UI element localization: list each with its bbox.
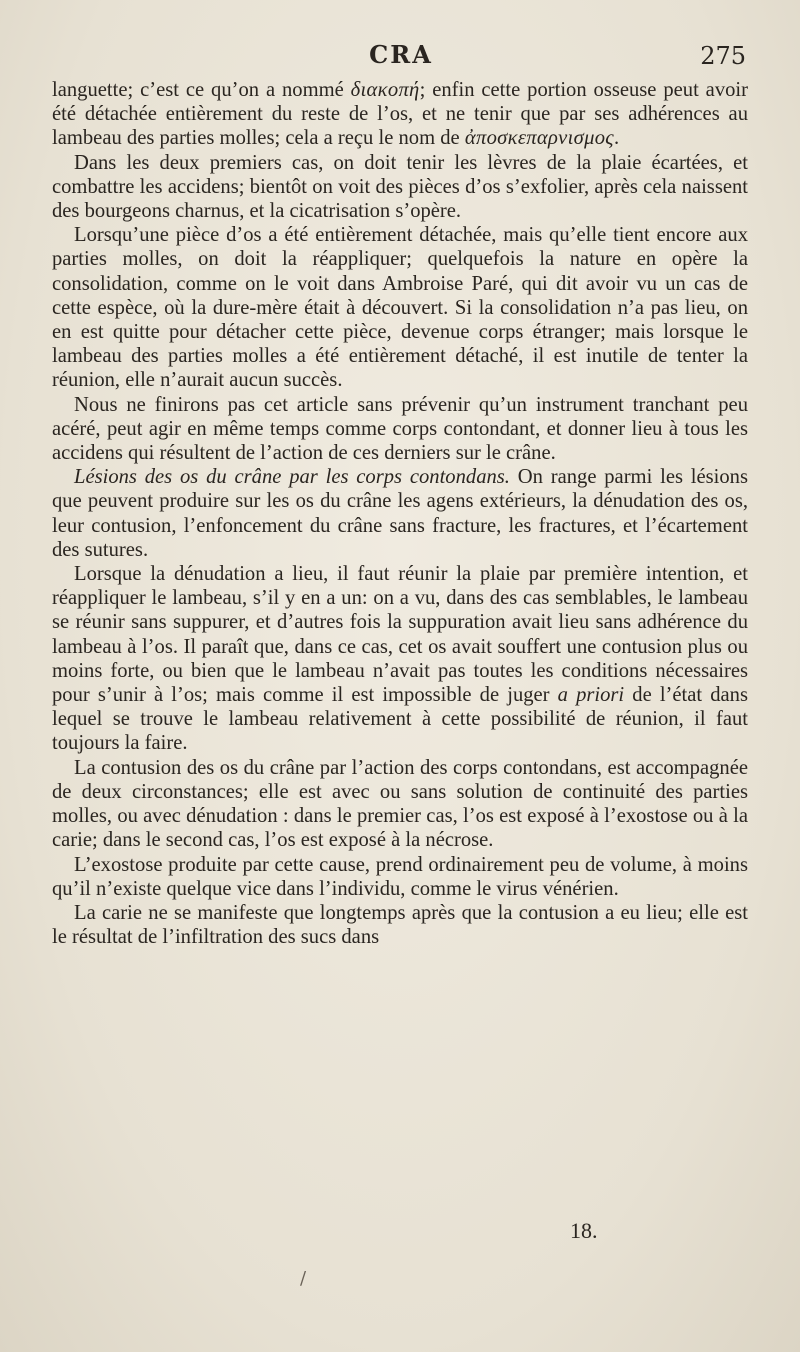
paragraph-9: La carie ne se manifeste que longtemps après que la contusion a eu lieu; elle est le résultat de l’infiltration des sucs dans [52, 901, 748, 949]
paragraph-3: Lorsqu’une pièce d’os a été entièrement détachée, mais qu’elle tient encore aux parties molles, on doit la réappliquer; quelquefois la nature en opère la consolidation, comme on le voit dans Ambroise Paré, qui dit avoir vu un cas de cette espèce, où la dure-mère était à découvert. Si la consolidation n’a pas lieu, on en est quitte pour détacher cette pièce, devenue corps étranger; mais lorsque le lambeau des parties molles a été entièrement détaché, il est inutile de tenter la réunion, elle n’aurait aucun succès. [52, 224, 748, 392]
paragraph-6-text-b: de l’état dans lequel se trouve le lambeau relativement à cette possibilité de réunion, il faut toujours la faire. [52, 684, 748, 755]
paragraph-6 [52, 562, 748, 756]
paragraph-1-text-a: languette; c’est ce qu’on a nommé [52, 79, 351, 101]
paragraph-1-text-c: . [613, 127, 620, 150]
stray-mark: / [300, 1268, 307, 1289]
greek-term-aposkeparnismos: ἀποσκεπαρνισμος [464, 127, 614, 150]
page-header [56, 40, 746, 74]
paragraph-1-text-b: ; enfin cette portion osseuse peut avoir été détachée entièrement du reste de l’os, et ne tenir que par ses adhérences au lambeau des parties molles; cela a reçu le nom de [52, 79, 748, 150]
page-number: 275 [700, 42, 746, 70]
paragraph-6-text-a: Lorsque la dénudation a lieu, il faut réunir la plaie par première intention, et réappliquer le lambeau, s’il y en a un: on a vu, dans des cas semblables, le lambeau se réunir sans suppurer, et d’autres fois la suppuration avait lieu sans adhérence du lambeau à l’os. Il paraît que, dans ce cas, cet os avait souffert une contusion plus ou moins forte, ou bien que le lambeau n’avait pas toutes les conditions nécessaires pour s’unir à l’os; mais comme il est impossible de juger [52, 563, 748, 707]
latin-phrase: a priori [557, 684, 625, 707]
section-heading: Lésions des os du crâne par les corps contondans. [74, 466, 510, 489]
running-head: CRA [369, 40, 433, 69]
paragraph-5-text: On range parmi les lésions que peuvent produire sur les os du crâne les agens extérieurs, la dénudation des os, leur contusion, l’enfoncement du crâne sans fracture, les fractures, et l’écartement des sutures. [52, 466, 748, 561]
paragraph-4: Nous ne finirons pas cet article sans prévenir qu’un instrument tranchant peu acéré, peut agir en même temps comme corps contondant, et donner lieu à tous les accidens qui résultent de l’action de ces derniers sur le crâne. [52, 393, 748, 465]
paragraph-2: Dans les deux premiers cas, on doit tenir les lèvres de la plaie écartées, et combattre les accidens; bientôt on voit des pièces d’os s’exfolier, après cela naissent des bourgeons charnus, et la cicatrisation s’opère. [52, 151, 748, 223]
greek-term-diakope: διακοπή [350, 79, 420, 101]
paragraph-8: L’exostose produite par cette cause, prend ordinairement peu de volume, à moins qu’il n’existe quelque vice dans l’individu, comme le virus vénérien. [52, 853, 748, 900]
signature-mark: 18. [570, 1218, 598, 1243]
paragraph-1 [52, 78, 748, 151]
page-body [52, 78, 748, 949]
paragraph-7: La contusion des os du crâne par l’action des corps contondans, est accompagnée de deux circonstances; elle est avec ou sans solution de continuité des parties molles, ou avec dénudation : dans le premier cas, l’os est exposé à l’exostose ou à la carie; dans le second cas, l’os est exposé à la nécrose. [52, 756, 748, 852]
paragraph-5 [52, 465, 748, 562]
